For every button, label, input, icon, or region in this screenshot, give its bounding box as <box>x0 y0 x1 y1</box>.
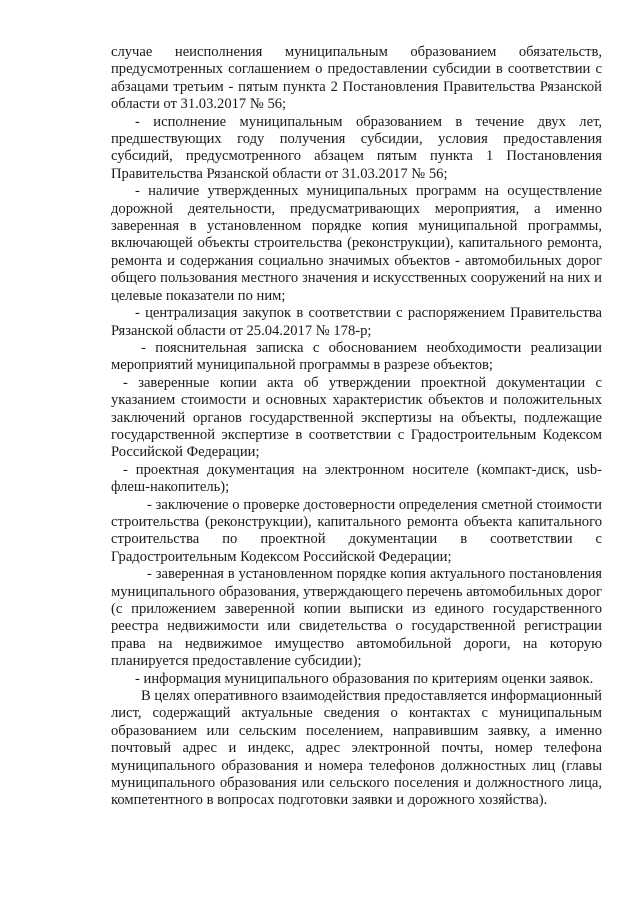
document-body <box>111 44 602 810</box>
paragraph-explanatory-note: - пояснительная записка с обоснованием необходимости реализации мероприятий муниципальной программы в разрезе объектов; <box>111 339 602 374</box>
paragraph-evaluation-criteria: - информация муниципального образования по критериям оценки заявок. <box>135 670 594 687</box>
paragraph-cost-verification: - заключение о проверке достоверности определения сметной стоимости строительства (реконструкции), капитального ремонта объекта капитального строительства по проектной документации в соответствии с Градостроительным Кодексом Российской Федерации; <box>111 496 602 565</box>
paragraph-roads-resolution: - заверенная в установленном порядке копия актуального постановления муниципального образования, утверждающего перечень автомобильных дорог (с приложением заверенной копии выписки из единого государственного реестра недвижимости или свидетельства о государственной регистрации права на недвижимое имущество автомобильной дороги, на которую планируется предоставление субсидии); <box>111 566 602 670</box>
paragraph-fulfillment-condition: - исполнение муниципальным образованием в течение двух лет, предшествующих году получения субсидии, условия предоставления субсидий, предусмотренного абзацем пятым пункта 1 Постановления Правительства Рязанской области от 31.03.2017 № 56; <box>111 113 602 182</box>
paragraph-procurement-centralization: - централизация закупок в соответствии с распоряжением Правительства Рязанской области от 25.04.2017 № 178-р; <box>111 305 602 339</box>
paragraph-municipal-programs: - наличие утвержденных муниципальных программ на осуществление дорожной деятельности, предусматривающих мероприятия, а именно заверенная в установленном порядке копия муниципальной программы, включающей объекты строительства (реконструкции), капитального ремонта, ремонта и содержания социально значимых объектов - автомобильных дорог общего пользования местного значения и искусственных сооружений на них и целевые показатели по ним; <box>111 183 602 304</box>
paragraph-certified-copies: - заверенные копии акта об утверждении проектной документации с указанием стоимости и основных характеристик объектов и положительных заключений органов государственной экспертизы на объекты, подлежащие государственной экспертизе в соответствии с Градостроительным Кодексом Российской Федерации; <box>111 374 602 461</box>
paragraph-electronic-documentation: - проектная документация на электронном носителе (компакт-диск, usb-флеш-накопитель); <box>111 461 602 496</box>
paragraph-information-sheet: В целях оперативного взаимодействия предоставляется информационный лист, содержащий актуальные сведения о контактах с муниципальным образованием или сельским поселением, направившим заявку, а именно почтовый адрес и индекс, адрес электронной почты, номер телефона муниципального образования и номера телефонов должностных лиц (главы муниципального образования или сельского поселения и должностного лица, компетентного в вопросах подготовки заявки и дорожного хозяйства). <box>111 688 602 809</box>
paragraph-subsidy-obligations: случае неисполнения муниципальным образованием обязательств, предусмотренных соглашением о предоставлении субсидии в соответствии с абзацами третьим - пятым пункта 2 Постановления Правительства Рязанской области от 31.03.2017 № 56; <box>111 44 602 113</box>
